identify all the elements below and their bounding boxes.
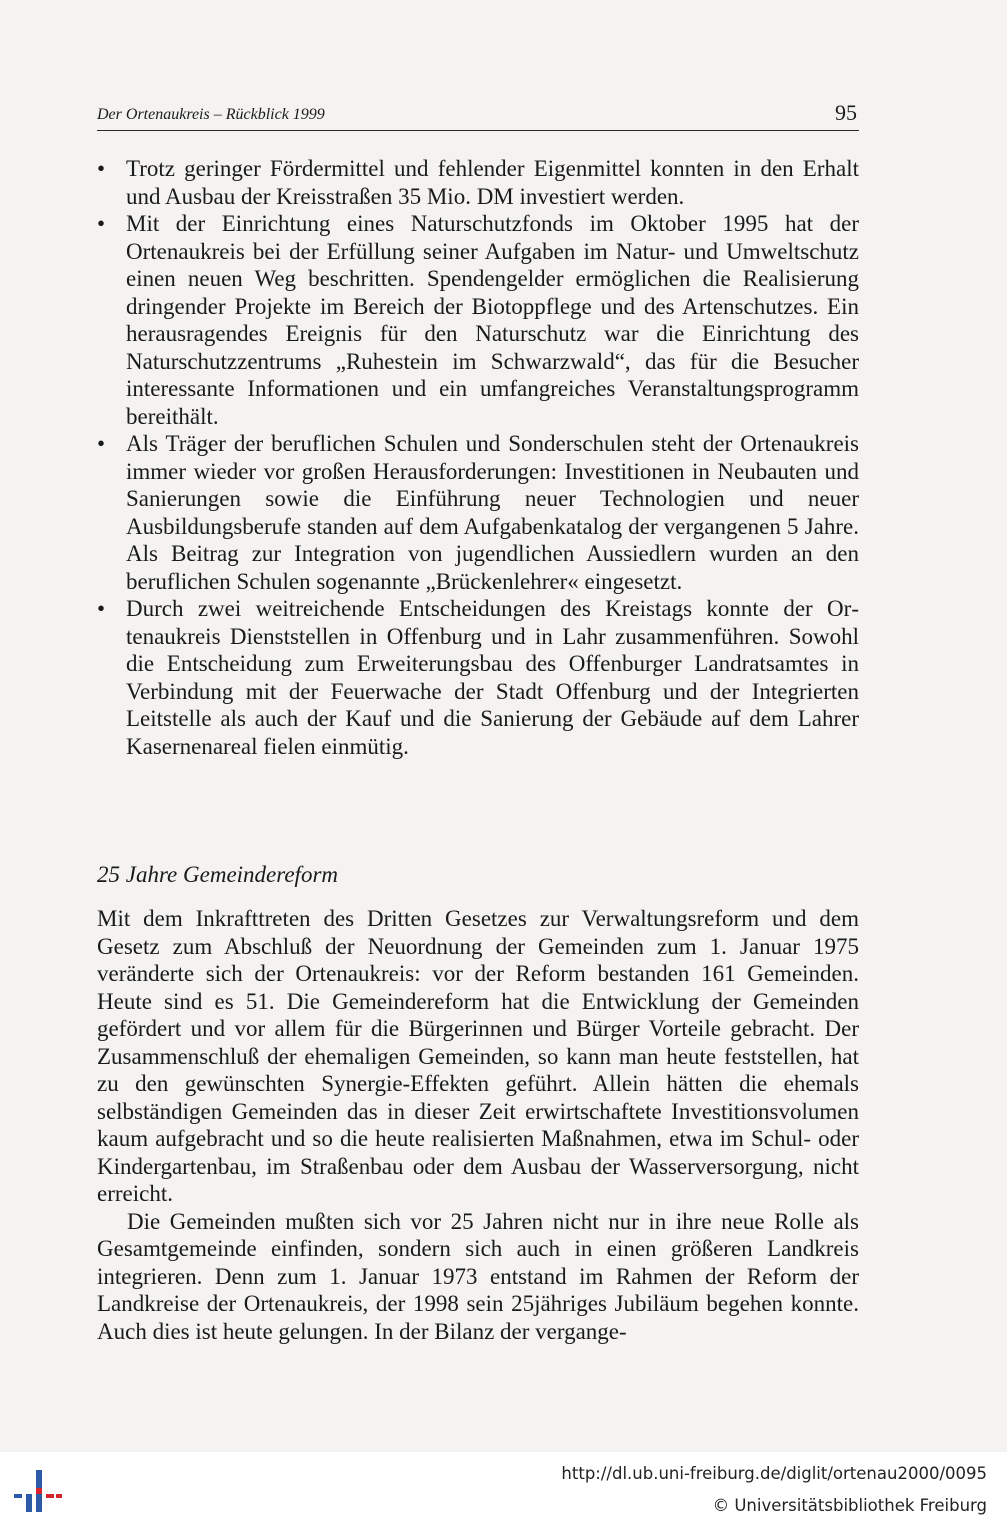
footer-bar: [0, 1452, 1007, 1525]
section-body: [97, 905, 859, 1345]
page-number: 95: [835, 100, 857, 125]
list-item-text: Als Träger der beruflichen Schulen und Sonderschulen steht der Ortenaukreis immer wieder vor großen Herausforderungen: Investitionen in Neubauten und Sanierungen sowie die Einführung neuer Technologien und neuer Ausbildungsberufe standen auf dem Aufgabenkatalog der vergangenen 5 Jahre. Als Beitrag zur Integration von jugendlichen Aussiedlern wurden an den beruflichen Schulen sogenannte „Brückenlehrer« eingesetzt.: [126, 431, 859, 594]
list-item-text: Mit der Einrichtung eines Naturschutzfonds im Oktober 1995 hat der Ortenaukreis bei der Erfüllung seiner Aufgaben im Natur- und Umweltschutz einen neuen Weg beschritten. Spendengelder ermöglichen die Realisierung dringender Projekte im Bereich der Biotoppflege und des Artenschutzes. Ein herausragendes Ereignis für den Naturschutz war die Einrichtung des Naturschutzzentrums „Ruhestein im Schwarzwald“, das für die Besucher interessante Informationen und ein umfangreiches Veranstaltungsprogramm bereithält.: [126, 211, 859, 429]
list-item: [97, 430, 859, 595]
section-heading: 25 Jahre Gemeindereform: [97, 862, 339, 887]
list-item: [97, 155, 859, 210]
paragraph: Mit dem Inkrafttreten des Dritten Gesetzes zur Verwaltungsreform und dem Gesetz zum Abschluß der Neuordnung der Gemeinden zum 1. Januar 1975 veränderte sich der Ortenaukreis: vor der Reform bestanden 161 Gemeinden. Heute sind es 51. Die Gemeindereform hat die Entwicklung der Gemeinden gefördert und vor allem für die Bürgerinnen und Bürger Vorteile gebracht. Der Zusammenschluß der ehemaligen Gemeinden, so kann man heute feststellen, hat zu den gewünschten Synergie-Effekten geführt. Allein hätten die ehemals selbständigen Gemeinden das in dieser Zeit erwirtschaftete Investitionsvolumen kaum aufgebracht und so die heute realisierten Maßnahmen, etwa im Schul- oder Kindergartenbau, im Straßenbau oder dem Ausbau der Wasserversorgung, nicht erreicht.: [97, 906, 859, 1206]
running-head: [97, 100, 859, 131]
ub-freiburg-logo-icon[interactable]: [12, 1466, 64, 1514]
source-url-link[interactable]: http://dl.ub.uni-freiburg.de/diglit/ortenau2000/0095: [561, 1464, 987, 1483]
list-item-text: Trotz geringer Fördermittel und fehlender Eigenmittel konnten in den Erhalt und Ausbau der Kreisstraßen 35 Mio. DM investiert werden.: [126, 156, 859, 209]
copyright-notice: © Universitätsbibliothek Freiburg: [712, 1496, 987, 1515]
bullet-icon: •: [97, 431, 106, 456]
running-title: Der Ortenaukreis – Rückblick 1999: [97, 106, 325, 123]
bullet-icon: •: [97, 156, 106, 181]
list-item-text: Durch zwei weitreichende Entscheidungen des Kreistags konnte der Ortenaukreis Dienststellen in Offenburg und in Lahr zusammenführen. Sowohl die Entscheidung zum Erweiterungsbau des Offenburger Landratsamtes in Verbindung mit der Feuerwache der Stadt Offenburg und der Integrierten Leitstelle als auch der Kauf und die Sanierung der Gebäude auf dem Lahrer Kasernenareal fielen einmütig.: [126, 596, 859, 759]
bullet-list: [97, 155, 859, 760]
list-item: [97, 210, 859, 430]
bullet-icon: •: [97, 596, 106, 621]
list-item: [97, 595, 859, 760]
paragraph: Die Gemeinden mußten sich vor 25 Jahren nicht nur in ihre neue Rolle als Gesamtgemeinde einfinden, sondern sich auch in einen größeren Landkreis integrieren. Denn zum 1. Januar 1973 entstand im Rahmen der Reform der Landkreise der Ortenaukreis, der 1998 sein 25jähriges Jubiläum begehen konnte. Auch dies ist heute gelungen. In der Bilanz der vergange-: [97, 1208, 859, 1344]
bullet-icon: •: [97, 211, 106, 236]
